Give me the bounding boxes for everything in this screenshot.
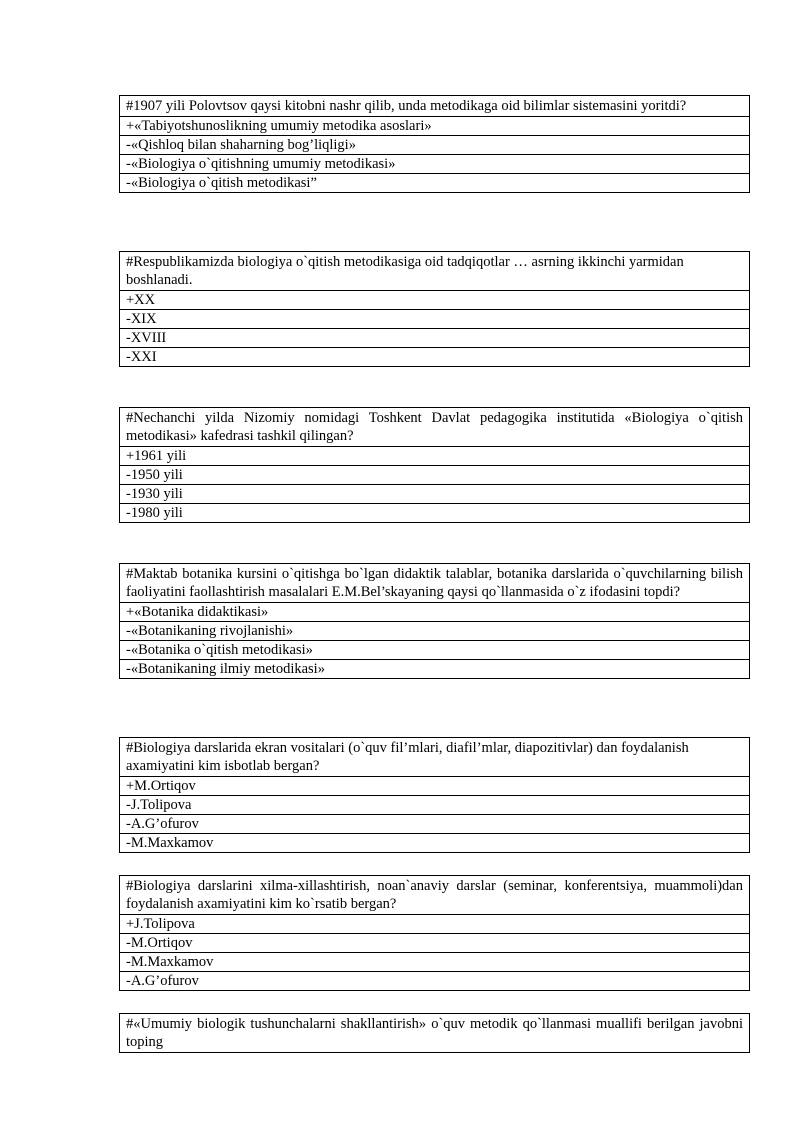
answer-option: -M.Maxkamov xyxy=(120,953,750,972)
answer-option: -«Biologiya o`qitish metodikasi” xyxy=(120,174,750,193)
answer-option: -1930 yili xyxy=(120,485,750,504)
answer-option: -«Biologiya o`qitishning umumiy metodikasi» xyxy=(120,155,750,174)
answer-option: -1950 yili xyxy=(120,466,750,485)
question-block-7 xyxy=(119,1013,750,1053)
question-block-3 xyxy=(119,407,750,523)
question-block-1 xyxy=(119,95,750,193)
question-block-5 xyxy=(119,737,750,853)
answer-option-correct: +M.Ortiqov xyxy=(120,777,750,796)
question-block-6 xyxy=(119,875,750,991)
answer-option: -XVIII xyxy=(120,329,750,348)
question-text: #Nechanchi yilda Nizomiy nomidagi Toshkent Davlat pedagogika institutida «Biologiya o`qitish metodikasi» kafedrasi tashkil qilingan? xyxy=(120,408,750,447)
answer-option: -XIX xyxy=(120,310,750,329)
answer-option: -XXI xyxy=(120,348,750,367)
answer-option-correct: +«Botanika didaktikasi» xyxy=(120,603,750,622)
question-text: #Biologiya darslarida ekran vositalari (o`quv fil’mlari, diafil’mlar, diapozitivlar) dan foydalanish axamiyatini kim isbotlab bergan? xyxy=(120,738,750,777)
answer-option: -«Botanikaning rivojlanishi» xyxy=(120,622,750,641)
answer-option: -«Botanikaning ilmiy metodikasi» xyxy=(120,660,750,679)
answer-option: -M.Maxkamov xyxy=(120,834,750,853)
answer-option-correct: +XX xyxy=(120,291,750,310)
answer-option: -M.Ortiqov xyxy=(120,934,750,953)
question-block-2 xyxy=(119,251,750,367)
answer-option-correct: +«Tabiyotshunoslikning umumiy metodika asoslari» xyxy=(120,117,750,136)
question-text: #1907 yili Polovtsov qaysi kitobni nashr qilib, unda metodikaga oid bilimlar sistemasini yoritdi? xyxy=(120,96,750,117)
answer-option: -A.G’ofurov xyxy=(120,972,750,991)
answer-option: -«Qishloq bilan shaharning bog’liqligi» xyxy=(120,136,750,155)
question-text: #Maktab botanika kursini o`qitishga bo`lgan didaktik talablar, botanika darslarida o`quvchilarning bilish faoliyatini faollashtirish masalalari E.M.Bel’skayaning qaysi qo`llanmasida o`z ifodasini topdi? xyxy=(120,564,750,603)
question-text: #Biologiya darslarini xilma-xillashtirish, noan`anaviy darslar (seminar, konferentsiya, muammoli)dan foydalanish axamiyatini kim ko`rsatib bergan? xyxy=(120,876,750,915)
answer-option-correct: +J.Tolipova xyxy=(120,915,750,934)
answer-option-correct: +1961 yili xyxy=(120,447,750,466)
answer-option: -A.G’ofurov xyxy=(120,815,750,834)
answer-option: -1980 yili xyxy=(120,504,750,523)
answer-option: -J.Tolipova xyxy=(120,796,750,815)
question-text: #«Umumiy biologik tushunchalarni shakllantirish» o`quv metodik qo`llanmasi muallifi berilgan javobni toping xyxy=(120,1014,750,1053)
question-text: #Respublikamizda biologiya o`qitish metodikasiga oid tadqiqotlar … asrning ikkinchi yarmidan boshlanadi. xyxy=(120,252,750,291)
answer-option: -«Botanika o`qitish metodikasi» xyxy=(120,641,750,660)
question-block-4 xyxy=(119,563,750,679)
